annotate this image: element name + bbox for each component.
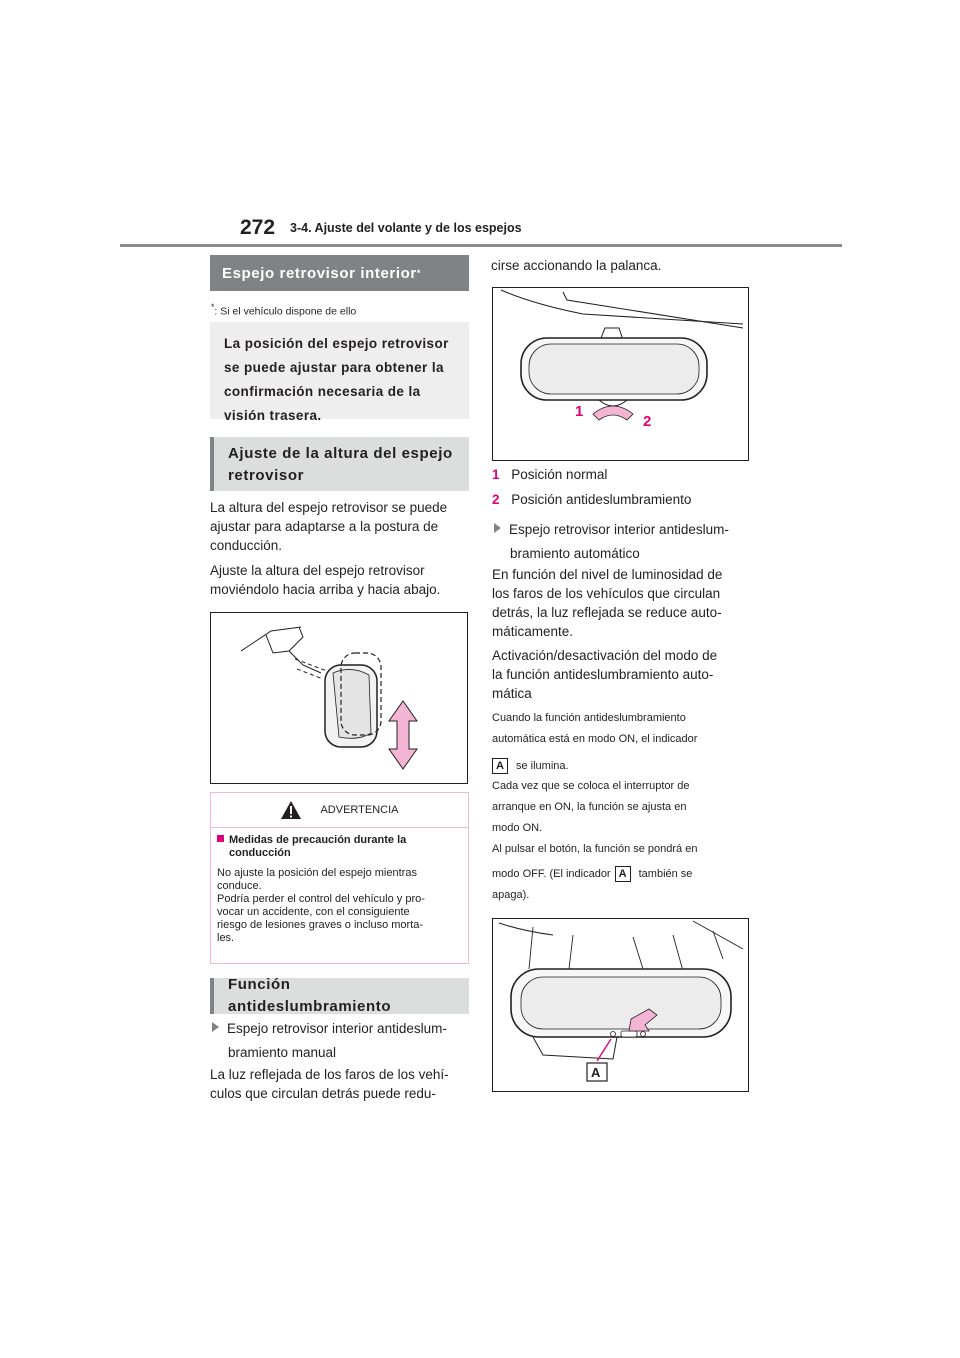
subheading-text: Función antideslumbramiento <box>228 976 392 1015</box>
text-line: Cada vez que se coloca el interruptor de <box>492 780 690 792</box>
text-line: Activación/desactivación del modo de <box>492 648 718 663</box>
warning-box <box>210 792 469 964</box>
paragraph-continued: cirse accionando la palanca. <box>491 258 662 273</box>
label-a: A <box>591 1065 601 1080</box>
warning-line: No ajuste la posición del espejo mientras <box>217 867 417 879</box>
subheading-line: retrovisor <box>228 467 305 484</box>
square-bullet-icon <box>217 835 224 842</box>
text-line: máticamente. <box>492 624 574 639</box>
note-indicator-on <box>492 708 754 777</box>
text-line: modo ON. <box>492 822 543 834</box>
main-heading-star: * <box>416 268 421 278</box>
text-line: Ajuste la altura del espejo retrovisor <box>210 563 425 578</box>
indicator-a-icon: A <box>492 758 508 774</box>
bullet-text: bramiento manual <box>228 1045 337 1060</box>
label-1: 1 <box>575 403 584 420</box>
footnote-star: * <box>211 302 215 312</box>
label-2: 2 <box>643 413 652 430</box>
text-line: los faros de los vehículos que circulan <box>492 586 721 601</box>
warning-line: riesgo de lesiones graves o incluso morta- <box>217 919 424 931</box>
footnote-text: : Si el vehículo dispone de ello <box>214 305 357 318</box>
text-line: arranque en ON, la función se ajusta en <box>492 801 687 813</box>
warning-title: ADVERTENCIA <box>320 804 399 816</box>
warning-line: Podría perder el control del vehículo y pro- <box>217 893 425 905</box>
warning-line: conduce. <box>217 880 262 892</box>
mirror-lever-illustration <box>493 288 748 460</box>
mirror-height-figure <box>210 612 468 784</box>
section-title: 3-4. Ajuste del volante y de los espejos <box>290 221 522 235</box>
warning-body <box>217 867 462 945</box>
paragraph-height-2 <box>210 561 472 599</box>
intro-line: confirmación necesaria de la <box>224 384 421 399</box>
text-line: La luz reflejada de los faros de los vehí- <box>210 1067 449 1082</box>
warning-line: vocar un accidente, con el consiguiente <box>217 906 410 918</box>
header-rule <box>120 244 842 247</box>
warning-subtitle-line: Medidas de precaución durante la <box>229 834 407 846</box>
page-number: 272 <box>240 216 276 239</box>
bullet-text: Espejo retrovisor interior antideslum- <box>227 1021 447 1036</box>
item-number: 2 <box>492 492 500 507</box>
item-text: Posición antideslumbramiento <box>511 492 692 507</box>
text-line: moviéndolo hacia arriba y hacia abajo. <box>210 582 441 597</box>
auto-mirror-illustration <box>493 919 748 1091</box>
intro-line: La posición del espejo retrovisor <box>224 336 449 351</box>
subheading-antiglare <box>210 978 469 1014</box>
mirror-height-illustration <box>211 613 467 783</box>
paragraph-automatic <box>492 565 754 641</box>
item-normal <box>492 465 607 484</box>
paragraph-manual <box>210 1065 472 1103</box>
intro-box <box>210 322 469 423</box>
bullet-text: bramiento automático <box>510 546 640 561</box>
intro-line: se puede ajustar para obtener la <box>224 360 444 375</box>
warning-icon <box>280 800 302 820</box>
intro-line: visión trasera. <box>224 408 322 423</box>
bullet-automatic <box>494 520 756 563</box>
main-heading-text: Espejo retrovisor interior <box>222 264 417 282</box>
text-line: automática está en modo ON, el indicador <box>492 733 698 745</box>
text-line: modo OFF. (El indicador <box>492 868 611 880</box>
text-line: culos que circulan detrás puede redu- <box>210 1086 436 1101</box>
indicator-a-icon: A <box>615 866 631 882</box>
warning-subtitle <box>217 834 462 860</box>
item-text: Posición normal <box>511 467 608 482</box>
antiglare-lever-figure <box>492 287 749 461</box>
text-line: mática <box>492 686 532 701</box>
text-line: la función antideslumbramiento auto- <box>492 667 714 682</box>
triangle-bullet-icon <box>212 1022 219 1032</box>
triangle-bullet-icon <box>494 523 501 533</box>
paragraph-activation <box>492 646 754 703</box>
subheading-height <box>210 437 469 491</box>
warning-line: les. <box>217 932 235 944</box>
text-line: se ilumina. <box>516 760 569 772</box>
footnote <box>211 302 356 318</box>
warning-header <box>211 793 468 828</box>
bullet-manual <box>212 1019 474 1062</box>
automatic-mirror-figure <box>492 918 749 1092</box>
text-line: detrás, la luz reflejada se reduce auto- <box>492 605 722 620</box>
text-line: apaga). <box>492 889 530 901</box>
text-line: Al pulsar el botón, la función se pondrá en <box>492 843 698 855</box>
paragraph-height-1 <box>210 498 472 555</box>
subheading-line: Ajuste de la altura del espejo <box>228 445 453 462</box>
item-antiglare <box>492 490 691 509</box>
text-line: ajustar para adaptarse a la postura de <box>210 519 439 534</box>
text-line: En función del nivel de luminosidad de <box>492 567 723 582</box>
text-line: La altura del espejo retrovisor se puede <box>210 500 448 515</box>
main-heading <box>210 255 469 291</box>
warning-subtitle-line: conducción <box>229 847 291 859</box>
text-line: Cuando la función antideslumbramiento <box>492 712 686 724</box>
item-number: 1 <box>492 467 500 482</box>
text-line: conducción. <box>210 538 283 553</box>
text-line: también se <box>638 868 693 880</box>
note-indicator-off <box>492 776 754 906</box>
bullet-text: Espejo retrovisor interior antideslum- <box>509 522 729 537</box>
